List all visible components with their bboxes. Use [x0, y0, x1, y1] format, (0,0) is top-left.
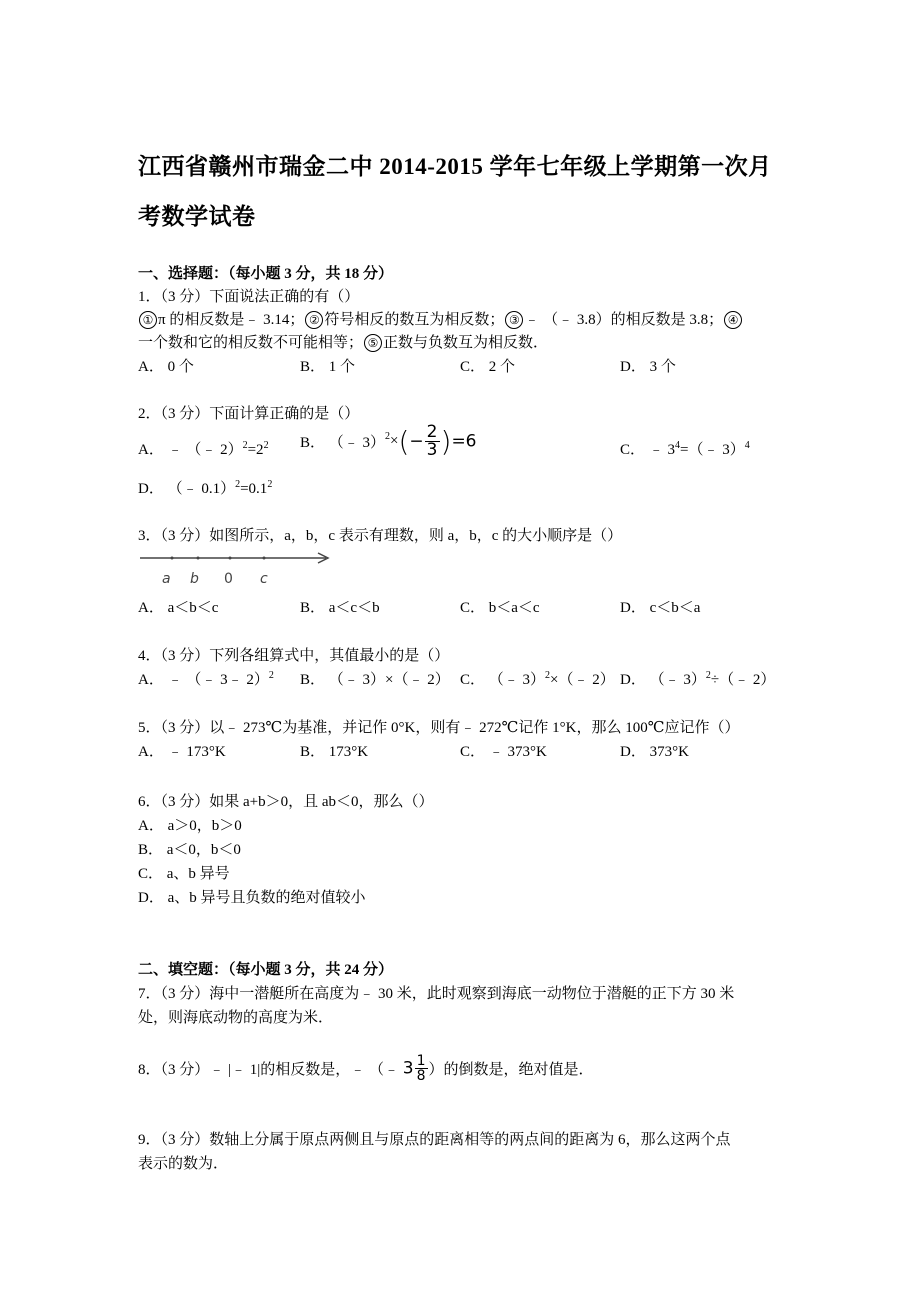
q1-s4: 一个数和它的相反数不可能相等； [138, 335, 364, 351]
q1-statements-line1 [138, 308, 743, 329]
label-zero: 0 [224, 571, 233, 587]
circled-2: ② [305, 311, 323, 329]
q6-option-c: C． a、b 异号 [138, 866, 230, 882]
circled-3: ③ [505, 311, 523, 329]
q1-s1: π 的相反数是﹣ 3.14； [158, 312, 305, 328]
q4-option-a: A． ﹣ （﹣ 3﹣ 2）$^2$ [138, 670, 274, 688]
number-line-figure [138, 548, 338, 592]
label-c: c [260, 571, 268, 587]
q1-option-b: B． 1 个 [300, 359, 356, 375]
q9-line2: 表示的数为． [138, 1156, 229, 1172]
q6-stem: 6．（3 分）如果 a+b＞0，且 ab＜0，那么（） [138, 794, 434, 810]
label-b: b [190, 571, 199, 587]
q8-mixed-whole: 3 [402, 1058, 414, 1079]
q1-statements-line2 [138, 331, 548, 352]
section1-heading: 一、选择题：（每小题 3 分，共 18 分） [138, 266, 394, 282]
section2-heading: 二、填空题：（每小题 3 分，共 24 分） [138, 962, 394, 978]
q1-s3: ﹣ （﹣ 3.8）的相反数是 3.8； [524, 312, 724, 328]
fraction-two-thirds: $\frac{2}{3}$ [426, 422, 438, 460]
q9-line1: 9．（3 分）数轴上分属于原点两侧且与原点的距离相等的两点间的距离为 6，那么这两个点 [138, 1132, 731, 1148]
q7-line1: 7．（3 分）海中一潜艇所在高度为﹣ 30 米，此时观察到海底一动物位于潜艇的正下方 30 米 [138, 986, 735, 1002]
q1-option-c: C． 2 个 [460, 359, 516, 375]
q3-stem: 3．（3 分）如图所示，a，b，c 表示有理数，则 a，b，c 的大小顺序是（） [138, 528, 623, 544]
q4-option-d: D． （﹣ 3）$^2$÷（﹣ 2） [620, 670, 776, 688]
q2-option-a: A． ﹣ （﹣ $2)^2=2^2$ [138, 440, 269, 458]
label-a: a [162, 571, 171, 587]
tick-b [197, 557, 200, 560]
circled-5: ⑤ [364, 334, 382, 352]
q3-option-d: D． c＜b＜a [620, 600, 701, 616]
q2-option-b: B． （﹣ 3）$^2$×(− $\frac{2}{3}$ )=6 [300, 422, 477, 460]
q8-line: 8．（3 分）﹣ |﹣ 1|的相反数是，﹣ （﹣ 3 $\frac{1}{8}$ ）的倒数是，绝对值是． [138, 1053, 594, 1084]
q2-stem: 2．（3 分）下面计算正确的是（） [138, 406, 360, 422]
q1-s5: 正数与负数互为相反数． [383, 335, 549, 351]
q1-s2: 符号相反的数互为相反数； [324, 312, 505, 328]
paper-title-line2: 考数学试卷 [138, 204, 256, 229]
q3-option-c: C． b＜a＜c [460, 600, 540, 616]
q6-option-a: A． a＞0，b＞0 [138, 818, 242, 834]
q1-option-a: A． 0 个 [138, 359, 194, 375]
q4-option-b: B． （﹣ 3）×（﹣ 2） [300, 672, 450, 688]
circled-4: ④ [724, 311, 742, 329]
q6-option-d: D． a、b 异号且负数的绝对值较小 [138, 890, 366, 906]
q5-option-b: B． 173°K [300, 744, 369, 760]
fraction-one-eighth: $\frac{1}{8}$ [416, 1053, 426, 1084]
tick-c [263, 557, 266, 560]
q6-option-b: B． a＜0，b＜0 [138, 842, 241, 858]
q7-line2: 处，则海底动物的高度为米． [138, 1010, 334, 1026]
q1-option-d: D． 3 个 [620, 359, 676, 375]
tick-0 [229, 557, 232, 560]
tick-a [171, 557, 174, 560]
circled-1: ① [139, 311, 157, 329]
q3-option-a: A． a＜b＜c [138, 600, 219, 616]
q5-option-d: D． 373°K [620, 744, 689, 760]
q5-option-c: C． ﹣ 373°K [460, 744, 547, 760]
q1-stem: 1．（3 分）下面说法正确的有（） [138, 289, 360, 305]
q4-option-c: C． （﹣ 3）$^2$×（﹣ 2） [460, 670, 615, 688]
q2-option-d: D． （﹣ $0.1)^2=0.1^2$ [138, 479, 273, 497]
q5-stem: 5．（3 分）以﹣ 273℃为基准，并记作 0°K，则有﹣ 272℃记作 1°K，那么 100℃应记作（） [138, 720, 740, 736]
q2-option-c: C． ﹣ $3^4=(﹣$ 3）$^4$ [620, 440, 750, 458]
paper-title-line1: 江西省赣州市瑞金二中 2014-2015 学年七年级上学期第一次月 [138, 154, 772, 179]
q4-stem: 4．（3 分）下列各组算式中，其值最小的是（） [138, 648, 450, 664]
q5-option-a: A． ﹣ 173°K [138, 744, 226, 760]
q3-option-b: B． a＜c＜b [300, 600, 380, 616]
